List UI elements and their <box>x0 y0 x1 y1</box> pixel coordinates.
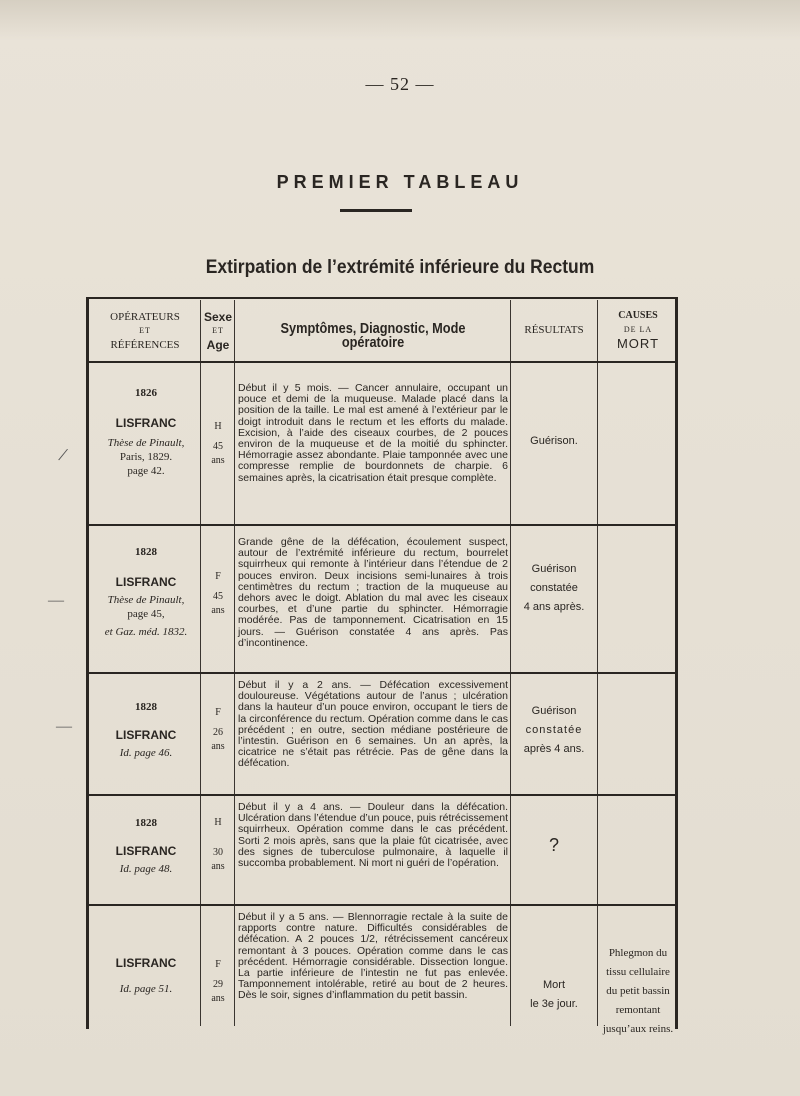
reference-line: Id. page 51. <box>119 983 173 995</box>
operation-year: 1828 <box>135 701 157 713</box>
age-unit: ans <box>211 861 225 872</box>
age-unit: ans <box>211 741 225 752</box>
reference-line: Id. page 48. <box>119 863 173 875</box>
operation-year: 1828 <box>135 817 157 829</box>
result-cell: Guérison. <box>530 435 578 447</box>
operator-name: LISFRANC <box>115 728 177 742</box>
result-cell: Guérison constatée après 4 ans. <box>523 705 585 755</box>
age-unit: ans <box>211 605 225 616</box>
sex-value: H <box>214 421 222 432</box>
row-divider <box>89 794 675 796</box>
row-divider <box>89 524 675 526</box>
header-symptomes: Symptômes, Diagnostic, Mode opératoire <box>280 320 466 351</box>
age-unit: ans <box>211 993 225 1004</box>
operator-cell <box>92 700 200 760</box>
sex-age-cell <box>203 816 233 874</box>
pencil-dash-mark: — <box>56 718 72 735</box>
row-divider <box>89 361 675 363</box>
symptoms-cell: Début il y a 4 ans. — Douleur dans la défécation. Ulcération dans l’étendue d’un pouce, puis rétrécissement squirrheux. Opération comme dans le cas précédent. Sorti 2 mois après, sans que la plaie fût cicatrisée, avec des signes de tuberculose pulmonaire, à laquelle il succomba probablement. Ni mort ni guéri de l’opération. <box>238 801 508 870</box>
sex-value: F <box>215 959 221 970</box>
reference-line: et Gaz. méd. 1832. <box>104 626 188 638</box>
symptoms-cell: Début il y a 2 ans. — Défécation excessivement douloureuse. Végétations autour de l’anus ; ulcération dans la hauteur d’un pouce environ, occupant le tiers de la circonférence du rectum. Opération comme dans le cas précédent ; en outre, section médiane postérieure de l’intestin. Guérison en 6 semaines. Un an après, la cicatrice ne s’était pas rétrécie. Pas de gêne dans la défécation. <box>238 679 508 770</box>
age-value: 30 <box>213 847 223 858</box>
operation-year: 1826 <box>135 387 157 399</box>
row-divider <box>89 904 675 906</box>
row-divider <box>89 672 675 674</box>
sex-age-cell <box>203 420 233 468</box>
operator-cell <box>92 386 200 478</box>
result-cell: Mort le 3e jour. <box>530 979 578 1010</box>
cause-cell: Phlegmon du tissu cellulaire du petit bassin remontant jusqu’aux reins. <box>602 947 674 1035</box>
operator-name: LISFRANC <box>115 956 177 970</box>
result-cell: Guérison constatée 4 ans après. <box>523 563 585 613</box>
age-value: 26 <box>213 727 223 738</box>
operator-name: LISFRANC <box>115 844 177 858</box>
reference-line: Id. page 46. <box>119 747 173 759</box>
operator-cell <box>92 545 200 639</box>
age-value: 29 <box>213 979 223 990</box>
operator-name: LISFRANC <box>115 416 177 430</box>
pencil-dash-mark: — <box>48 592 64 609</box>
symptoms-cell: Grande gêne de la défécation, écoulement suspect, autour de l’extrémité inférieure du rectum, bourrelet squirrheux qui remonte à l’intérieur dans l’étendue de 2 pouces environ. Deux incisions semi-lunaires à trois centimètres du rectum ; traction de la muqueuse au dehors avec le doigt. Ablation du mal avec les ciseaux courbes, et d’une partie du sphincter. Hémorragie modérée. Pas de tamponnement. Cicatrisation en 15 jours. — Guérison constatée 4 ans après. Pas d’incontinence. <box>238 536 508 649</box>
header-sexe: Sexe ET Age <box>203 310 233 352</box>
sex-age-cell <box>203 570 233 618</box>
age-unit: ans <box>211 455 225 466</box>
reference-line: page 42. <box>127 465 165 477</box>
age-value: 45 <box>213 441 223 452</box>
sex-age-cell <box>203 958 233 1006</box>
sex-value: F <box>215 707 221 718</box>
reference-line: Paris, 1829. <box>119 451 173 463</box>
operator-name: LISFRANC <box>115 575 177 589</box>
reference-line: Thèse de Pinault, <box>107 594 185 606</box>
header-causes: CAUSES DE LA MORT <box>616 310 660 351</box>
sex-value: H <box>214 817 222 828</box>
column-divider <box>510 300 511 1026</box>
symptoms-cell: Début il y a 5 ans. — Blennorragie rectale à la suite de rapports contre nature. Difficultés considérables de défécation. A 2 pouces 1/2, rétrécissement cancéreux remontant à 3 pouces. Opération comme dans le cas précédent. Hémorragie considérable. Dissection longue. La partie inférieure de l’intestin ne fut pas enlevée. Tamponnement intolérable, retiré au bout de 2 heures. Dès le soir, signes d’inflammation du petit bassin. <box>238 911 508 1002</box>
header-resultats: RÉSULTATS <box>524 324 584 336</box>
symptoms-cell: Début il y 5 mois. — Cancer annulaire, occupant un pouce et demi de la muqueuse. Malade placé dans la position de la taille. Le mal est amené à l’extérieur par le doigt introduit dans le rectum et les efforts du malade. Excision, à l’aide des ciseaux courbes, de 2 pouces environ de la muqueuse et de la moitié du sphincter. Hémorragie assez abondante. Plaie tamponnée avec une compresse remplie de bourdonnets de charpie. 6 semaines après, la cicatrisation était presque complète. <box>238 382 508 484</box>
scan-shadow <box>0 0 800 40</box>
column-divider <box>597 300 598 1026</box>
operator-cell <box>92 956 200 996</box>
pencil-slash-mark: / <box>56 443 70 467</box>
section-title: PREMIER TABLEAU <box>276 172 524 192</box>
main-title: Extirpation de l’extrémité inférieure du Rectum <box>205 257 595 278</box>
reference-line: Thèse de Pinault, <box>107 437 185 449</box>
sex-value: F <box>215 571 221 582</box>
result-cell: ? <box>548 835 559 855</box>
header-operateurs: OPÉRATEURS ET RÉFÉRENCES <box>110 311 180 351</box>
title-rule <box>340 209 412 212</box>
operation-year: 1828 <box>135 546 157 558</box>
operator-cell <box>92 816 200 876</box>
age-value: 45 <box>213 591 223 602</box>
column-divider <box>234 300 235 1026</box>
page-number: — 52 — <box>365 74 435 94</box>
column-divider <box>200 300 201 1026</box>
reference-line: page 45, <box>127 608 165 620</box>
sex-age-cell <box>203 706 233 754</box>
